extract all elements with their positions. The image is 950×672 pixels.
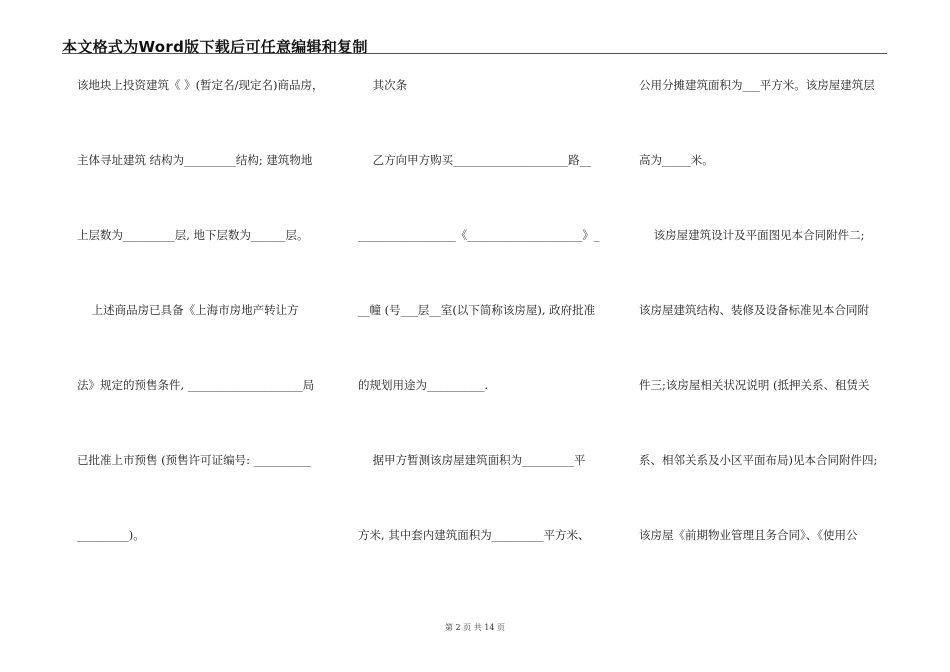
text-line: __幢 (号___层__室(以下简称该房屋), 政府批准 [358, 303, 596, 317]
document-header-title: 本文格式为Word版下载后可任意编辑和复制 [62, 38, 368, 56]
text-line: _________)。 [77, 528, 145, 542]
text-line: 乙方向甲方购买____________________路__ [358, 153, 592, 167]
text-line: 该房屋建筑设计及平面图见本合同附件二; [639, 228, 865, 242]
text-line: 上层数为_________层, 地下层数为______层。 [77, 228, 309, 242]
text-line: 件三;该房屋相关状况说明 (抵押关系、租赁关 [639, 378, 870, 392]
text-line: 的规划用途为__________. [358, 378, 489, 392]
text-line: 系、相邻关系及小区平面布局)见本合同附件四; [639, 453, 878, 467]
text-line: 上述商品房已具备《上海市房地产转让方 [77, 303, 299, 317]
text-line: 主体寻址建筑 结构为_________结构; 建筑物地 [77, 153, 313, 167]
text-line: 该房屋建筑结构、装修及设备标准见本合同附 [639, 303, 869, 317]
text-line: 已批准上市预售 (预售许可证编号: __________ [77, 453, 312, 467]
text-line: 公用分摊建筑面积为___平方米。该房屋建筑层 [639, 78, 875, 92]
text-line: 该地块上投资建筑《 》(暂定名/现定名)商品房， [77, 78, 324, 92]
text-line: 高为_____米。 [639, 153, 714, 167]
page-number: 第 2 页 共 14 页 [445, 623, 505, 632]
text-line: 方米, 其中套内建筑面积为_________平方米、 [358, 528, 590, 542]
text-line: 法》规定的预售条件, ____________________局 [77, 378, 315, 392]
text-line: _________________《____________________》_ [358, 228, 600, 242]
header-divider [62, 53, 887, 54]
text-line: 该房屋《前期物业管理且务合同》、《使用公 [639, 528, 858, 542]
text-line: 其次条 [358, 78, 408, 92]
text-line: 据甲方暂测该房屋建筑面积为_________平 [358, 453, 586, 467]
